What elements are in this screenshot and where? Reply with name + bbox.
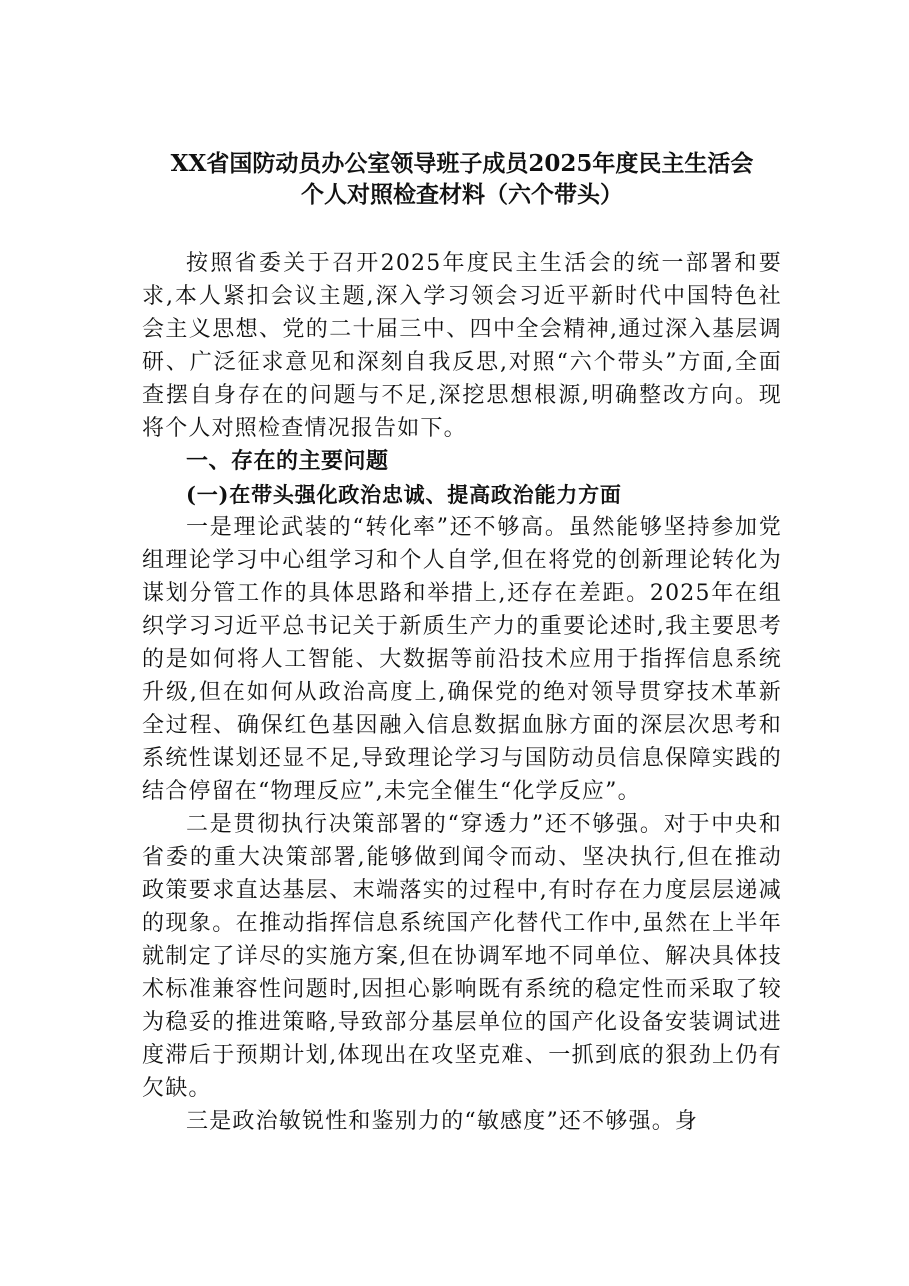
subsection-heading-1: (一)在带头强化政治忠诚、提高政治能力方面 — [186, 482, 622, 507]
title-line-1: XX省国防动员办公室领导班子成员2025年度民主生活会 — [170, 150, 754, 177]
intro-paragraph: 按照省委关于召开2025年度民主生活会的统一部署和要求,本人紧扣会议主题,深入学习领会习近平新时代中国特色社会主义思想、党的二十届三中、四中全会精神,通过深入基层调研、广泛征求意见和深刻自我反思,对照“六个带头”方面,全面查摆自身存在的问题与不足,深挖思想根源,明确整改方向。现将个人对照检查情况报告如下。 — [142, 251, 782, 441]
document-body — [142, 247, 782, 1138]
document-title — [142, 148, 782, 210]
paragraph-1: 一是理论武装的“转化率”还不够高。虽然能够坚持参加党组理论学习中心组学习和个人自学,但在将党的创新理论转化为谋划分管工作的具体思路和举措上,还存在差距。2025年在组织学习习近平总书记关于新质生产力的重要论述时,我主要思考的是如何将人工智能、大数据等前沿技术应用于指挥信息系统升级,但在如何从政治高度上,确保党的绝对领导贯穿技术革新全过程、确保红色基因融入信息数据血脉方面的深层次思考和系统性谋划还显不足,导致理论学习与国防动员信息保障实践的结合停留在“物理反应”,未完全催生“化学反应”。 — [142, 515, 782, 804]
section-heading-1: 一、存在的主要问题 — [186, 449, 389, 474]
document-page — [142, 148, 782, 1138]
paragraph-2: 二是贯彻执行决策部署的“穿透力”还不够强。对于中央和省委的重大决策部署,能够做到闻令而动、坚决执行,但在推动政策要求直达基层、末端落实的过程中,有时存在力度层层递减的现象。在推动指挥信息系统国产化替代工作中,虽然在上半年就制定了详尽的实施方案,但在协调军地不同单位、解决具体技术标准兼容性问题时,因担心影响既有系统的稳定性而采取了较为稳妥的推进策略,导致部分基层单位的国产化设备安装调试进度滞后于预期计划,体现出在攻坚克难、一抓到底的狠劲上仍有欠缺。 — [142, 812, 782, 1101]
title-line-2: 个人对照检查材料（六个带头） — [301, 181, 623, 208]
paragraph-3: 三是政治敏锐性和鉴别力的“敏感度”还不够强。身 — [186, 1109, 699, 1134]
